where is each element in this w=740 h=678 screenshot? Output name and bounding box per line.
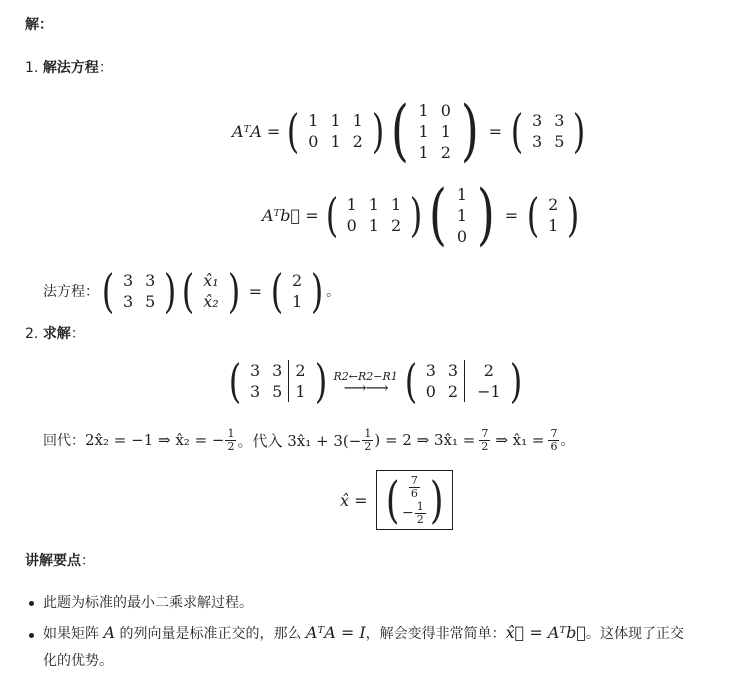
step1-number: 1. [25,60,39,76]
matrix-at [302,110,369,152]
fraction-denominator: 2 [364,439,372,453]
matrix-cell: 1 [330,111,341,130]
matrix-cell: x̂₂ [203,292,219,311]
row-operation-arrow [333,369,398,397]
matrix-cell: 0 [456,226,468,246]
right-paren: ) [371,104,385,158]
back-sub-part4: ⇒ x̂₁ = [495,431,545,450]
fraction-denominator: 2 [481,439,489,453]
right-paren: ) [509,354,522,408]
row-reduction [226,354,525,408]
left-paren: ( [526,188,540,242]
left-paren: ( [428,176,447,253]
fraction-denominator: 2 [416,512,424,526]
ata-lhs: AᵀA = [232,121,281,141]
bullet2-text-b: 的列向量是标准正交的，那么 [119,626,302,642]
matrix-cell: 0 [440,100,451,120]
back-sub-part3: ) = 2 ⇒ 3x̂₁ = [374,431,476,450]
matrix-cell: 1 [456,184,468,204]
right-paren: ) [460,92,479,169]
matrix-cell: 1 [368,195,379,214]
long-arrow-icon: ⟶⟶ [343,377,388,397]
back-sub-part1: 2x̂₂ = −1 ⇒ x̂₂ = − [85,431,225,450]
matrix-cell: 3 [425,361,436,380]
vector-atb [542,194,564,236]
matrix-cell: 1 [418,121,429,141]
fraction-seven-sixths [548,428,559,452]
matrix-cell: 3 [532,111,543,130]
step2-heading [25,323,85,343]
bullet-dot [29,601,34,606]
fraction-numerator: 1 [364,427,372,440]
fraction-denominator: 6 [410,486,418,500]
key-points-heading [25,550,95,570]
matrix-cell: 3 [554,111,565,130]
fraction-numerator: 7 [481,427,489,440]
step1-title: 解法方程 [42,60,99,76]
fraction-denominator: 2 [227,439,235,453]
matrix-cell: 1 [330,132,341,151]
fraction-numerator: 1 [416,500,424,514]
right-paren: ) [227,264,240,318]
matrix-cell: 1 [289,381,312,402]
step1-heading [25,57,113,77]
left-paren: ( [510,104,524,158]
atb-equation [262,176,582,253]
bullet-item-1: 此题为标准的最小二乘求解过程。 [43,595,253,611]
matrix-cell: 0 [346,216,357,235]
bullet2-text-a: 如果矩阵 [43,626,99,642]
matrix-cell: 5 [554,132,565,151]
answer-second-entry [402,501,427,525]
augmented-matrix-left [244,360,312,402]
back-sub-label: 回代： [43,433,85,450]
solution-heading: 解： [25,17,53,33]
end-mark: 。 [560,433,575,450]
bullet2-solution-eq: x̂⃗ = Aᵀb⃗ [505,623,586,642]
right-paren: ) [164,264,177,318]
xhat-vector [197,270,224,312]
key-points-colon: ： [81,553,95,569]
fraction-denominator: 6 [550,439,558,453]
right-paren: ) [310,264,324,318]
left-paren: ( [270,264,284,318]
ata-equation [232,92,588,169]
end-mark: 。 [326,284,341,300]
right-paren: ) [429,471,444,530]
matrix-at [341,194,408,236]
equals-sign: = [488,121,503,141]
matrix-cell: 3 [532,132,543,151]
matrix-cell: 2 [291,271,303,290]
matrix-cell: 1 [346,195,357,214]
matrix-cell: 0 [308,132,319,151]
back-substitution [43,428,574,452]
key-points-title: 讲解要点 [25,553,81,569]
right-paren: ) [409,188,423,242]
matrix-cell: 1 [418,142,429,162]
fraction-half [415,501,426,525]
matrix-cell: 1 [368,216,379,235]
step1-colon: ： [98,60,113,76]
matrix-cell: 2 [352,132,363,151]
matrix-cell: 1 [440,121,451,141]
matrix-cell: 1 [352,111,363,130]
right-paren: ) [314,354,327,408]
fraction-numerator: 1 [227,427,235,440]
vector-b [451,184,473,247]
vector-atb [286,270,308,312]
matrix-cell: 1 [390,195,402,214]
right-paren: ) [573,104,586,158]
atb-lhs: Aᵀb⃗ = [262,205,319,225]
back-sub-part2: 。代入 3x̂₁ + 3(− [237,431,362,450]
matrix-a [413,100,457,163]
fraction-half [225,428,236,452]
matrix-cell: 1 [456,205,468,225]
left-paren: ( [390,92,409,169]
equals-sign: = [504,205,519,225]
matrix-cell: 3 [249,382,261,401]
step2-title: 求解 [42,326,71,342]
matrix-cell: 0 [425,382,436,401]
matrix-cell: 3 [145,271,156,290]
matrix-cell: 1 [308,111,319,130]
matrix-cell: 2 [548,195,559,214]
left-paren: ( [325,188,338,242]
row-operation-label: R2←R2−R1 [333,369,398,383]
fraction-numerator: 7 [410,474,418,487]
fraction-seven-sixths [409,475,420,499]
matrix-cell: 5 [272,382,283,401]
matrix-ata [117,270,161,312]
matrix-cell: 1 [291,292,303,311]
matrix-cell: 1 [548,216,559,235]
matrix-cell: 2 [390,216,402,235]
normal-equation [43,264,341,318]
bullet-item-2-line2: 化的优势。 [43,653,113,669]
matrix-cell: 3 [122,292,134,311]
bullet2-matrix-a: A [103,623,116,642]
normal-label: 法方程： [43,284,99,300]
fraction-half [362,428,373,452]
matrix-cell: 2 [447,382,459,401]
matrix-ata [526,110,570,152]
matrix-cell: −1 [465,381,507,402]
right-paren: ) [476,176,495,253]
fraction-numerator: 7 [550,427,558,440]
answer-vector [402,475,427,525]
matrix-cell: 2 [289,360,312,381]
left-paren: ( [385,471,400,530]
left-paren: ( [228,354,242,408]
matrix-cell: 3 [249,361,261,380]
bullet-dot [29,633,34,638]
left-paren: ( [101,264,115,318]
fraction-seven-halves [479,428,490,452]
minus-sign: − [402,505,414,522]
step2-number: 2. [25,326,39,342]
matrix-cell: 2 [465,360,507,381]
right-paren: ) [567,188,580,242]
answer-box [376,470,454,530]
left-paren: ( [287,104,300,158]
left-paren: ( [181,264,195,318]
matrix-cell: 1 [418,100,429,120]
augmented-matrix-right [420,360,507,402]
left-paren: ( [404,354,418,408]
bullet-item-2-line1 [43,623,684,643]
matrix-cell: x̂₁ [203,271,219,290]
equals-sign: = [248,281,263,301]
step2-colon: ： [70,326,85,342]
xhat-lhs: x̂ = [340,490,368,510]
bullet2-identity-eq: AᵀA = I [305,623,366,642]
bullet2-text-c: ，解会变得非常简单： [365,626,506,642]
matrix-cell: 3 [272,361,283,380]
matrix-cell: 3 [447,361,459,380]
matrix-cell: 3 [122,271,134,290]
matrix-cell: 2 [440,142,451,162]
boxed-answer [340,470,453,530]
bullet2-text-d: 。这体现了正交 [585,626,684,642]
matrix-cell: 5 [145,292,156,311]
